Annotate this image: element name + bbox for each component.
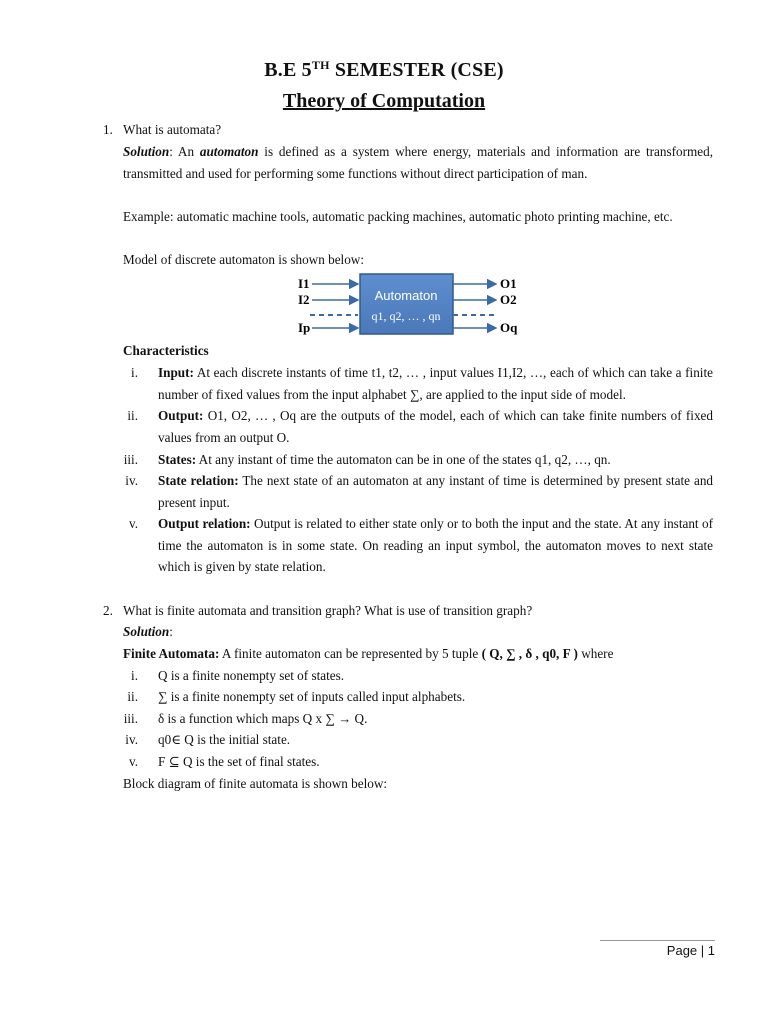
subject-title: Theory of Computation [282,90,486,112]
question-text: What is finite automata and transition graph? What is use of transition graph? [123,603,533,618]
automaton-box [360,274,453,334]
solution-paragraph: Solution: An automaton is defined as a system where energy, materials and information are transformed, transmitted and used for performing some functions without direct participation of man. [123,144,713,181]
question-number: 1. [103,122,113,137]
roman-numeral: i. [131,365,138,380]
roman-numeral: ii. [127,408,138,423]
tuple-item: Q is a finite nonempty set of states. [158,668,345,683]
block-diagram-intro: Block diagram of finite automata is shown below: [123,776,388,791]
output-label-q: Oq [500,320,518,335]
input-label-p: Ip [298,320,311,335]
roman-numeral: i. [131,668,138,683]
roman-numeral: iv. [125,473,138,488]
example-paragraph: Example: automatic machine tools, automatic packing machines, automatic photo printing machine, etc. [123,209,673,224]
tuple-item: ∑ is a finite nonempty set of inputs called input alphabets. [158,689,466,704]
input-label-1: I1 [298,276,310,291]
automaton-states: q1, q2, … , qn [371,309,441,323]
output-label-1: O1 [500,276,517,291]
characteristic-input: Input: At each discrete instants of time t1, t2, … , input values I1,I2, …, each of which can take a finite number of fixed values from the input alphabet ∑, are applied to the input side of model. [158,365,713,402]
course-title: B.E 5TH SEMESTER (CSE) [264,58,504,81]
roman-numeral: v. [128,754,138,769]
question-text: What is automata? [123,122,222,137]
characteristic-states: States: At any instant of time the automaton can be in one of the states q1, q2, …, qn. [158,452,611,467]
page-number: Page | 1 [666,943,715,958]
input-label-2: I2 [298,292,310,307]
model-intro: Model of discrete automaton is shown below: [123,252,364,267]
characteristics-heading: Characteristics [123,343,209,358]
roman-numeral: iii. [123,711,138,726]
output-label-2: O2 [500,292,517,307]
tuple-item: F ⊆ Q is the set of final states. [158,754,320,769]
roman-numeral: ii. [127,689,138,704]
characteristic-state-relation: State relation: The next state of an automaton at any instant of time is determined by present state and present input. [158,473,714,510]
tuple-item: q0∈ Q is the initial state. [158,732,291,747]
characteristic-output: Output: O1, O2, … , Oq are the outputs of the model, each of which can take finite numbers of fixed values from an output O. [158,408,714,445]
question-number: 2. [103,603,113,618]
automaton-diagram [290,270,530,342]
characteristic-output-relation: Output relation: Output is related to either state only or to both the input and the state. At any instant of time the automaton is in some state. On reading an input symbol, the automaton moves to next state which is given by state relation. [158,516,714,574]
page-footer [600,940,715,958]
roman-numeral: iv. [125,732,138,747]
tuple-item: δ is a function which maps Q x ∑ → Q. [158,711,368,726]
automaton-label: Automaton [374,288,438,303]
roman-numeral: iii. [123,452,138,467]
solution-label: Solution: [123,624,173,639]
roman-numeral: v. [128,516,138,531]
finite-automata-definition: Finite Automata: A finite automaton can be represented by 5 tuple ( Q, ∑ , δ , q0, F ) where [123,646,614,661]
